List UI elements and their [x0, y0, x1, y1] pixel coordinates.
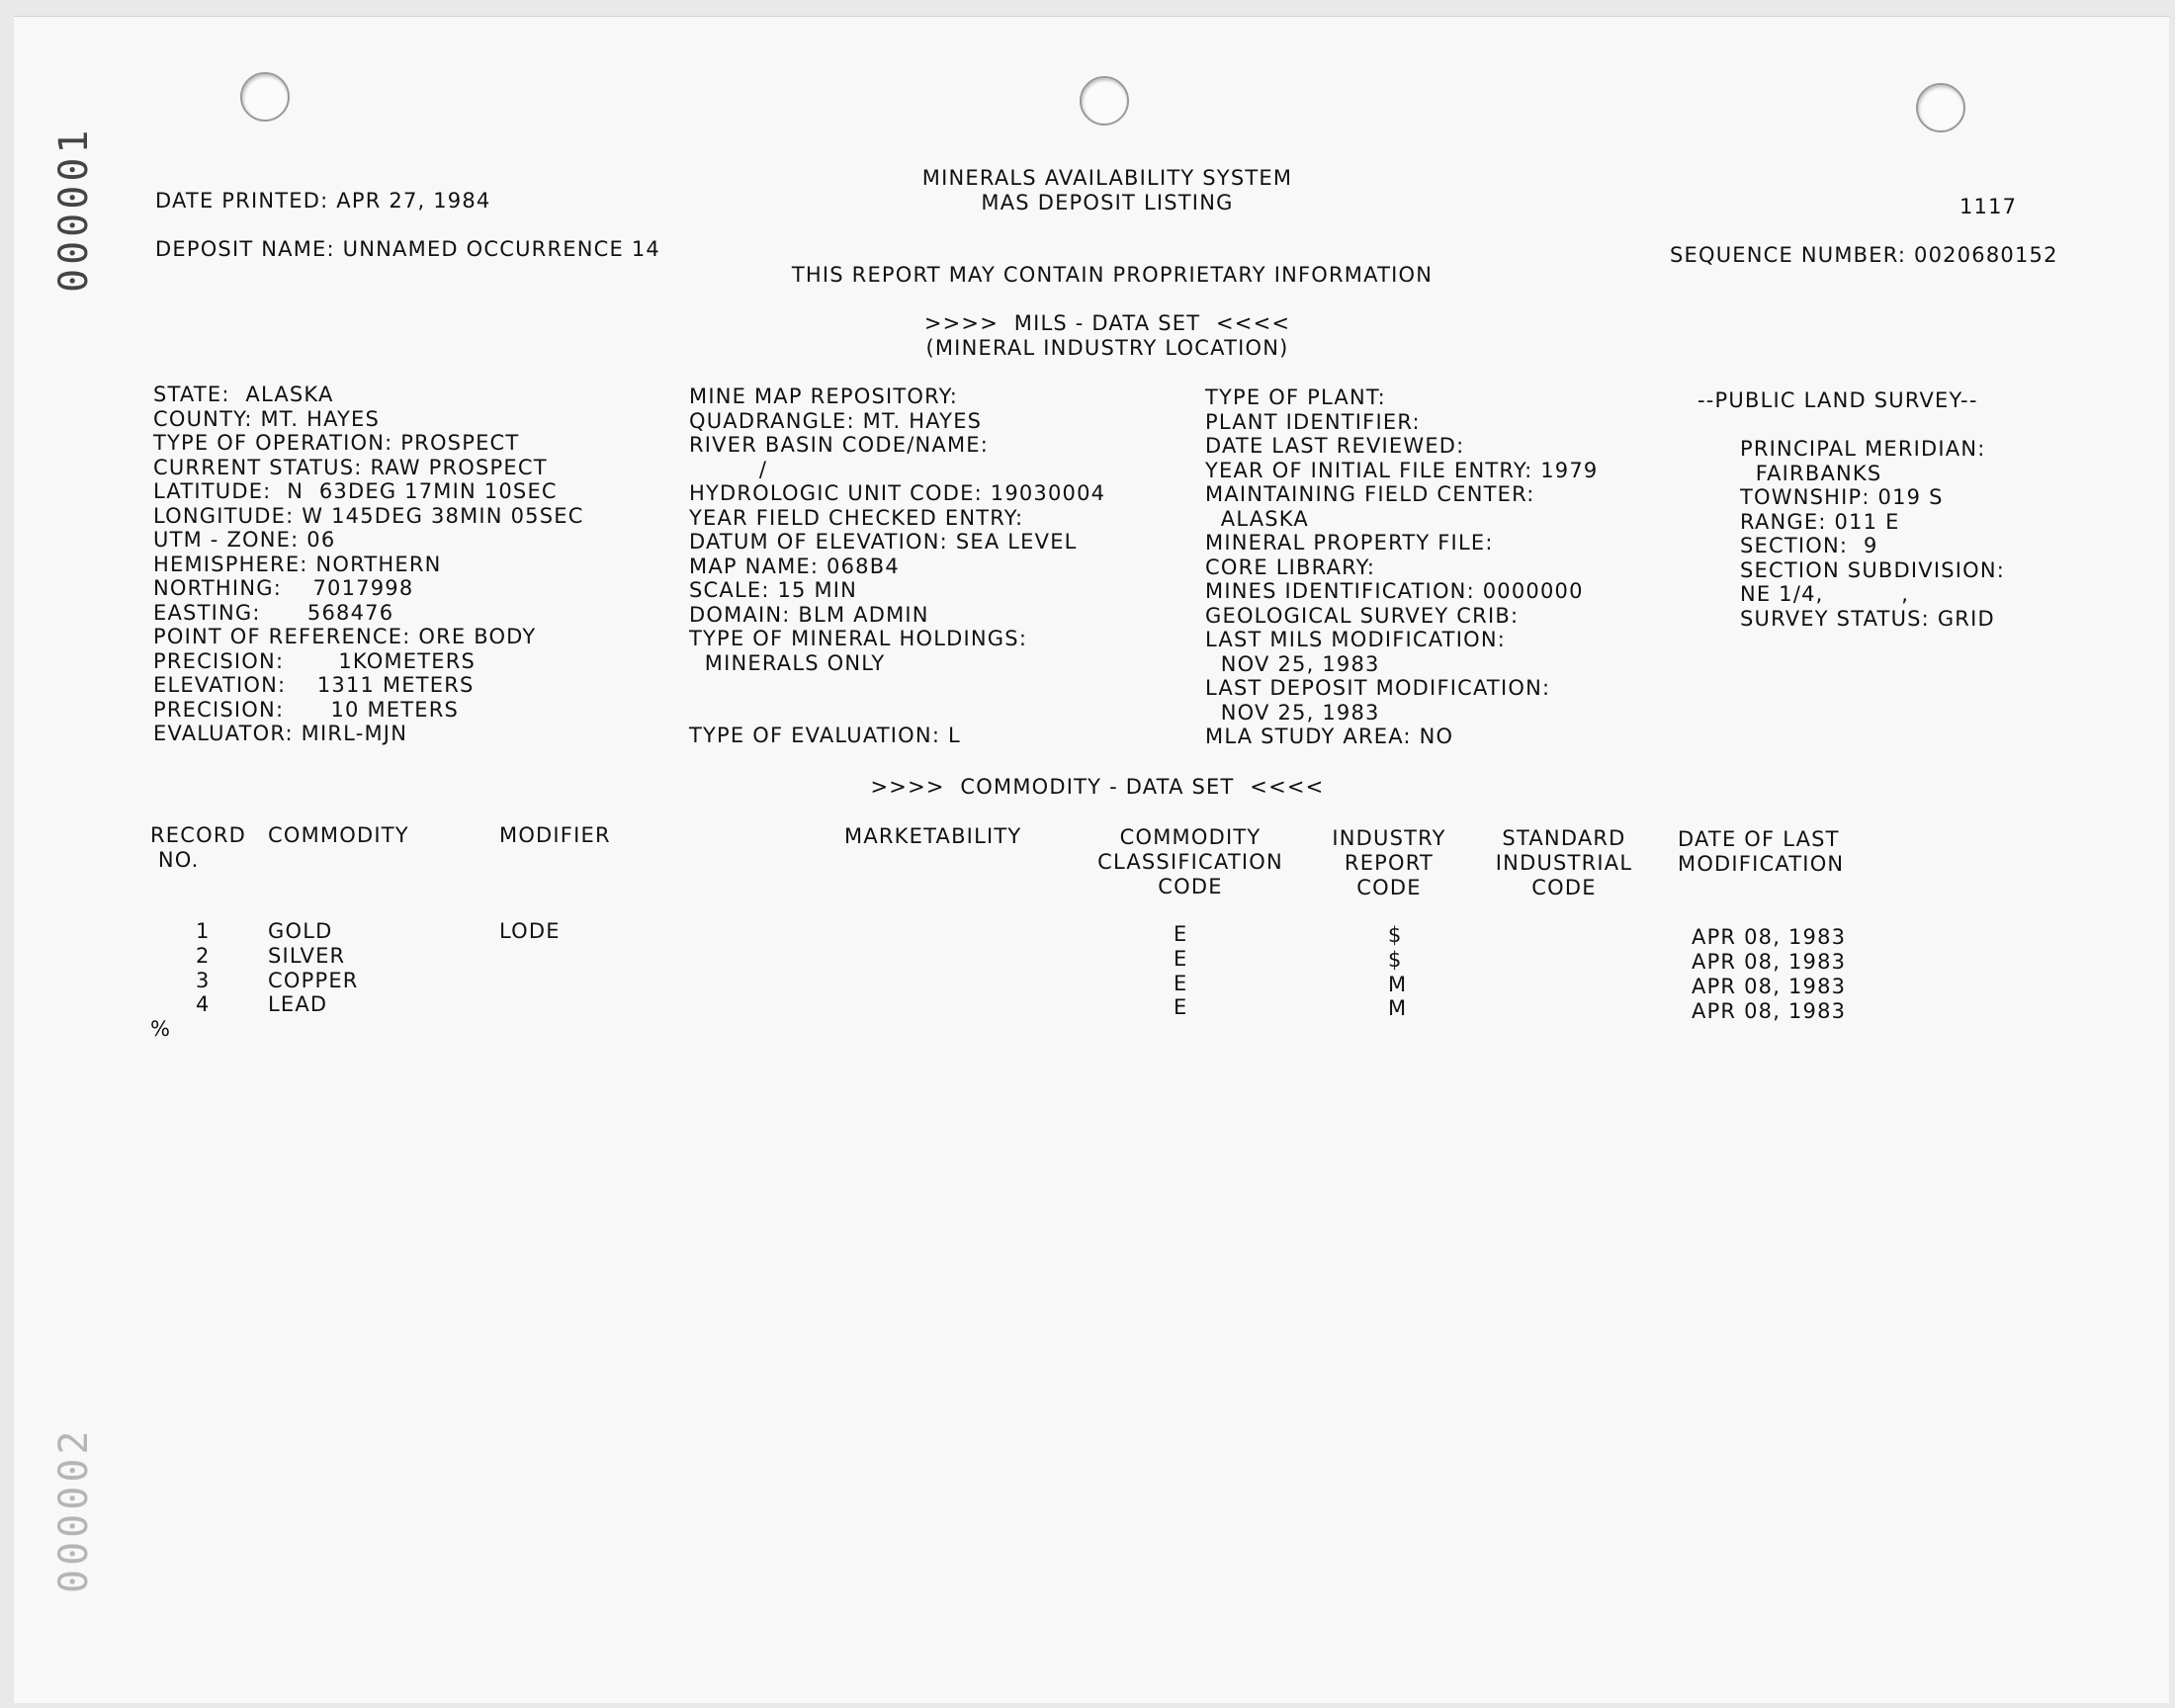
mils-column-location	[153, 383, 584, 746]
row-classification-code: E	[1174, 972, 1188, 995]
field-current-status: CURRENT STATUS: RAW PROSPECT	[153, 455, 548, 479]
field-type-of-plant: TYPE OF PLANT:	[1205, 385, 1386, 409]
row-commodity: COPPER	[268, 969, 359, 992]
field-section-subdivision-value: NE 1/4, ,	[1740, 582, 1910, 606]
sequence-number: SEQUENCE NUMBER: 0020680152	[1670, 243, 2058, 267]
row-industry-code: $	[1388, 948, 1403, 972]
field-utm-zone: UTM - ZONE: 06	[153, 528, 336, 552]
row-date: APR 08, 1983	[1692, 950, 1847, 974]
header-date-last-modification: DATE OF LAST MODIFICATION	[1678, 827, 1845, 876]
field-precision-location: PRECISION: 1KOMETERS	[153, 648, 477, 673]
field-range: RANGE: 011 E	[1740, 509, 1900, 534]
field-maintaining-center: MAINTAINING FIELD CENTER:	[1205, 482, 1535, 506]
header-record-no: RECORD NO.	[150, 823, 247, 872]
field-section-subdivision: SECTION SUBDIVISION:	[1740, 557, 2006, 582]
field-date-last-reviewed: DATE LAST REVIEWED:	[1205, 434, 1465, 458]
field-datum-elevation: DATUM OF ELEVATION: SEA LEVEL	[689, 530, 1078, 554]
row-record-no: 1	[196, 919, 211, 943]
row-record-no: 4	[196, 992, 211, 1016]
field-township: TOWNSHIP: 019 S	[1740, 485, 1944, 509]
field-county: COUNTY: MT. HAYES	[153, 406, 381, 431]
field-mines-identification: MINES IDENTIFICATION: 0000000	[1205, 579, 1584, 603]
field-last-deposit-modification-value: NOV 25, 1983	[1205, 700, 1380, 725]
field-latitude: LATITUDE: N 63DEG 17MIN 10SEC	[153, 479, 558, 503]
mils-section-subtitle: (MINERAL INDUSTRY LOCATION)	[925, 336, 1289, 360]
proprietary-notice: THIS REPORT MAY CONTAIN PROPRIETARY INFORMATION	[791, 263, 1434, 287]
row-record-no: 3	[196, 969, 211, 992]
row-industry-code: $	[1388, 923, 1403, 947]
field-geological-survey-crib: GEOLOGICAL SURVEY CRIB:	[1205, 603, 1520, 628]
field-principal-meridian: PRINCIPAL MERIDIAN:	[1740, 437, 1986, 461]
field-mineral-holdings: TYPE OF MINERAL HOLDINGS:	[689, 627, 1028, 650]
header-commodity: COMMODITY	[268, 823, 409, 847]
field-core-library: CORE LIBRARY:	[1205, 555, 1376, 579]
listing-title: MAS DEPOSIT LISTING	[981, 191, 1234, 214]
punch-hole-center	[1080, 76, 1129, 126]
row-commodity: LEAD	[268, 992, 328, 1016]
field-plant-identifier: PLANT IDENTIFIER:	[1205, 409, 1421, 434]
field-mla-study-area: MLA STUDY AREA: NO	[1205, 725, 1454, 748]
field-evaluator: EVALUATOR: MIRL-MJN	[153, 722, 408, 745]
row-classification-code: E	[1174, 922, 1188, 946]
field-domain: DOMAIN: BLM ADMIN	[689, 602, 929, 627]
row-record-no: 2	[196, 944, 211, 968]
row-industry-code: M	[1388, 973, 1408, 996]
margin-page-number-bottom: 000002	[51, 1426, 97, 1593]
field-survey-status: SURVEY STATUS: GRID	[1740, 606, 1995, 631]
row-commodity: SILVER	[268, 944, 346, 968]
punch-hole-left	[240, 72, 290, 122]
field-quadrangle: QUADRANGLE: MT. HAYES	[689, 408, 983, 433]
field-year-field-checked: YEAR FIELD CHECKED ENTRY:	[689, 505, 1024, 530]
header-industry-report-code: INDUSTRY REPORT CODE	[1332, 826, 1446, 899]
field-river-basin: RIVER BASIN CODE/NAME:	[689, 433, 990, 457]
public-land-survey-title: --PUBLIC LAND SURVEY--	[1697, 388, 1978, 412]
field-map-name: MAP NAME: 068B4	[689, 554, 900, 578]
field-longitude: LONGITUDE: W 145DEG 38MIN 05SEC	[153, 503, 584, 528]
row-date: APR 08, 1983	[1692, 999, 1847, 1023]
field-precision-elevation: PRECISION: 10 METERS	[153, 697, 460, 722]
deposit-name: DEPOSIT NAME: UNNAMED OCCURRENCE 14	[155, 237, 660, 261]
end-of-listing-mark: %	[150, 1017, 172, 1041]
row-date: APR 08, 1983	[1692, 975, 1847, 998]
row-classification-code: E	[1174, 995, 1188, 1019]
field-mine-map-repository: MINE MAP REPOSITORY:	[689, 384, 959, 408]
field-hydrologic-unit: HYDROLOGIC UNIT CODE: 19030004	[689, 481, 1106, 505]
header-standard-industrial-code: STANDARD INDUSTRIAL CODE	[1495, 826, 1633, 899]
row-classification-code: E	[1174, 947, 1188, 971]
field-last-mils-modification-value: NOV 25, 1983	[1205, 651, 1380, 676]
page-number: 1117	[1959, 195, 2018, 218]
mils-column-maps	[689, 384, 1105, 748]
field-last-deposit-modification: LAST DEPOSIT MODIFICATION:	[1205, 676, 1551, 700]
blank-line	[689, 675, 1105, 700]
date-printed: DATE PRINTED: APR 27, 1984	[155, 189, 491, 213]
field-operation-type: TYPE OF OPERATION: PROSPECT	[153, 431, 520, 455]
field-type-of-evaluation: TYPE OF EVALUATION: L	[689, 724, 961, 747]
field-river-basin-value: /	[689, 457, 768, 481]
field-section: SECTION: 9	[1740, 534, 1878, 557]
row-modifier: LODE	[499, 919, 561, 943]
header-classification-code: COMMODITY CLASSIFICATION CODE	[1097, 825, 1283, 898]
mils-column-land-survey	[1740, 437, 2005, 631]
header-marketability: MARKETABILITY	[844, 824, 1022, 848]
margin-page-number-top: 000001	[51, 126, 97, 293]
field-mineral-property-file: MINERAL PROPERTY FILE:	[1205, 531, 1494, 555]
punch-hole-right	[1916, 83, 1965, 132]
field-elevation: ELEVATION: 1311 METERS	[153, 673, 475, 697]
field-hemisphere: HEMISPHERE: NORTHERN	[153, 552, 442, 576]
commodity-section-title: >>>> COMMODITY - DATA SET <<<<	[870, 775, 1325, 799]
mils-section-title: >>>> MILS - DATA SET <<<<	[923, 311, 1291, 335]
field-maintaining-center-value: ALASKA	[1205, 506, 1309, 531]
row-industry-code: M	[1388, 996, 1408, 1020]
field-last-mils-modification: LAST MILS MODIFICATION:	[1205, 628, 1507, 651]
blank-line	[689, 700, 1105, 725]
header-modifier: MODIFIER	[499, 823, 611, 847]
field-year-initial-entry: YEAR OF INITIAL FILE ENTRY: 1979	[1205, 458, 1599, 482]
field-principal-meridian-value: FAIRBANKS	[1740, 461, 1882, 485]
field-easting: EASTING: 568476	[153, 600, 394, 625]
field-scale: SCALE: 15 MIN	[689, 578, 858, 602]
system-title: MINERALS AVAILABILITY SYSTEM	[921, 166, 1293, 190]
field-northing: NORTHING: 7017998	[153, 576, 414, 600]
field-state: STATE: ALASKA	[153, 383, 334, 406]
row-date: APR 08, 1983	[1692, 925, 1847, 949]
mils-column-admin	[1205, 385, 1598, 749]
field-point-of-reference: POINT OF REFERENCE: ORE BODY	[153, 625, 537, 648]
field-mineral-holdings-value: MINERALS ONLY	[689, 650, 886, 675]
row-commodity: GOLD	[268, 919, 333, 943]
